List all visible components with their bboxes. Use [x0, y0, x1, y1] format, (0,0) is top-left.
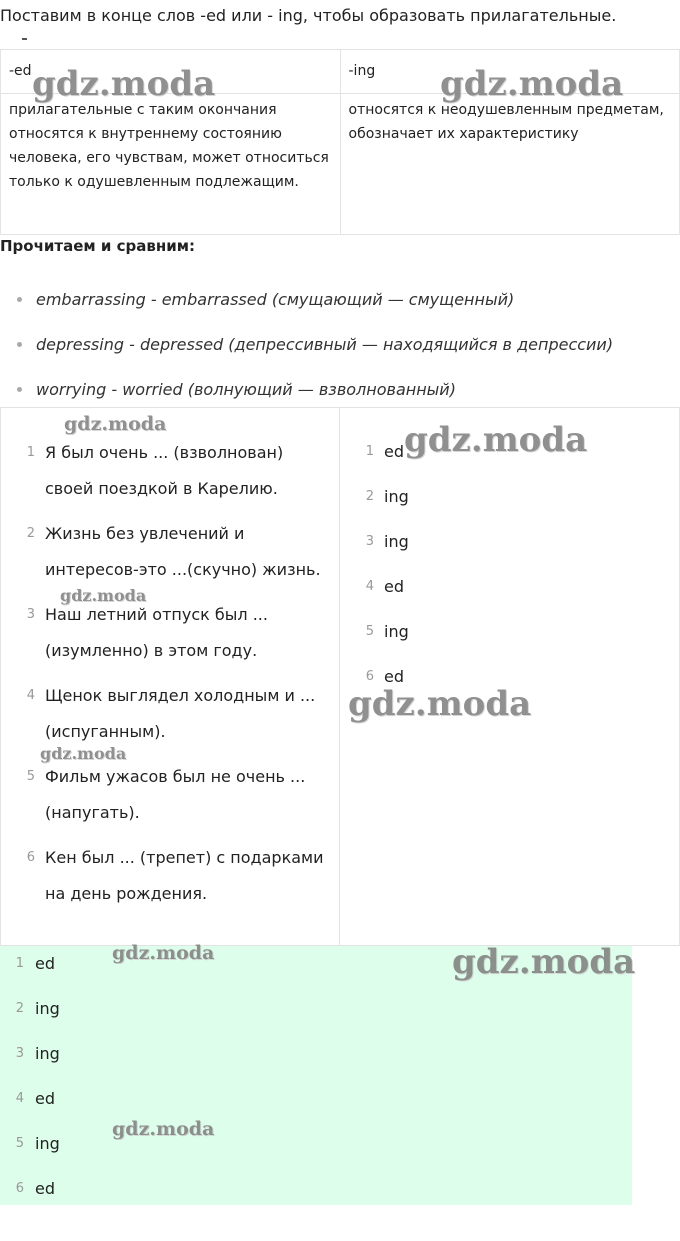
desc-ing: относятся к неодушевленным предметам, обозначает их характеристику [340, 94, 680, 235]
item-number: 5 [15, 1136, 24, 1151]
watermark: gdz.moda [60, 586, 147, 605]
answer-text: ing [384, 622, 409, 641]
item-number: 4 [365, 579, 374, 594]
answer-item [340, 614, 679, 659]
header-ed: -ed [1, 50, 341, 94]
item-number: 3 [365, 534, 374, 549]
pair-text: worrying - worried (волнующий — взволнованный) [36, 380, 456, 399]
item-number: 6 [15, 1181, 24, 1196]
sentence-text: Щенок выглядел холодным и ... (испуганным). [45, 686, 316, 741]
sentences-column [0, 407, 340, 946]
watermark: gdz.moda [32, 64, 216, 104]
desc-ed: прилагательные с таким окончания относятся к внутреннему состоянию человека, его чувствам, может относиться только к одушевленным подлежащим. [1, 94, 341, 235]
sentence-item [1, 597, 339, 669]
watermark: gdz.moda [452, 942, 636, 982]
answer-text: ing [384, 487, 409, 506]
answer-item [340, 479, 679, 524]
item-number: 3 [26, 607, 35, 622]
item-number: 5 [365, 624, 374, 639]
watermark: gdz.moda [348, 684, 532, 724]
header-ing: -ing [340, 50, 680, 94]
answer-item [340, 569, 679, 614]
bullet-icon [17, 387, 22, 392]
intro-text: Поставим в конце слов -ed или - ing, чтобы образовать прилагательные. [0, 6, 617, 25]
item-number: 1 [15, 956, 24, 971]
item-number: 1 [26, 445, 35, 460]
sentence-text: Фильм ужасов был не очень ... (напугать). [45, 767, 306, 822]
item-number: 1 [365, 444, 374, 459]
answer-text: ing [35, 999, 60, 1018]
sentence-text: Жизнь без увлечений и интересов-это ...(скучно) жизнь. [45, 524, 321, 579]
bullet-icon [17, 297, 22, 302]
sentence-item [1, 678, 339, 750]
watermark: gdz.moda [404, 420, 588, 460]
sentences-list [1, 408, 339, 912]
sentence-item [1, 759, 339, 831]
answer-text: ed [384, 577, 404, 596]
watermark: gdz.moda [440, 64, 624, 104]
answer-item [0, 946, 60, 991]
item-number: 5 [26, 769, 35, 784]
answer-text: ing [384, 532, 409, 551]
answer-text: ed [384, 442, 404, 461]
bullet-icon [17, 342, 22, 347]
item-number: 4 [15, 1091, 24, 1106]
watermark: gdz.moda [112, 942, 215, 964]
answer-text: ed [35, 1179, 55, 1198]
watermark: gdz.moda [40, 744, 127, 763]
sentence-item [1, 516, 339, 588]
list-item [0, 323, 680, 368]
watermark: gdz.moda [64, 413, 167, 435]
pair-text: embarrassing - embarrassed (смущающий — смущенный) [36, 290, 515, 309]
compare-heading: Прочитаем и сравним: [0, 237, 195, 255]
item-number: 2 [365, 489, 374, 504]
sentence-text: Наш летний отпуск был ... (изумленно) в этом году. [45, 605, 268, 660]
watermark: gdz.moda [112, 1118, 215, 1140]
item-number: 6 [26, 850, 35, 865]
item-number: 4 [26, 688, 35, 703]
answer-text: ed [35, 954, 55, 973]
decor-tick [22, 38, 27, 43]
sentence-text: Кен был ... (трепет) с подарками на день рождения. [45, 848, 324, 903]
sentence-item [1, 435, 339, 507]
table-row [1, 94, 680, 235]
item-number: 6 [365, 669, 374, 684]
final-answers-list [0, 946, 60, 1216]
list-item [0, 278, 680, 323]
answer-item [0, 1081, 60, 1126]
pair-text: depressing - depressed (депрессивный — находящийся в депрессии) [36, 335, 614, 354]
answers-column [339, 407, 680, 946]
answer-item [0, 1126, 60, 1171]
answer-item [0, 1171, 60, 1216]
word-pairs-list [0, 278, 680, 413]
item-number: 2 [26, 526, 35, 541]
answer-item [0, 991, 60, 1036]
item-number: 3 [15, 1046, 24, 1061]
answer-text: ed [384, 667, 404, 686]
answer-item [340, 524, 679, 569]
item-number: 2 [15, 1001, 24, 1016]
answer-text: ing [35, 1134, 60, 1153]
answer-text: ing [35, 1044, 60, 1063]
sentence-item [1, 840, 339, 912]
sentence-text: Я был очень ... (взволнован) своей поездкой в Карелию. [45, 443, 284, 498]
answer-text: ed [35, 1089, 55, 1108]
answer-block [0, 946, 632, 1205]
answer-item [0, 1036, 60, 1081]
exercise-table [0, 407, 680, 946]
